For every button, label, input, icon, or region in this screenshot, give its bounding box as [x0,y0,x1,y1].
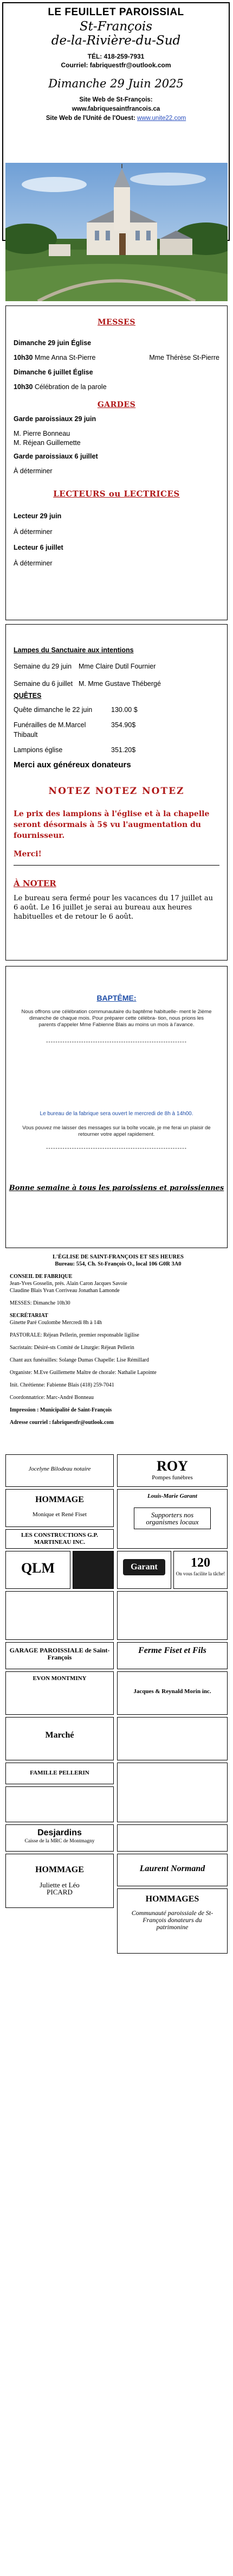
garde-date-1: Garde paroissiaux 29 juin [14,415,96,423]
lecteur-date-1: Lecteur 29 juin [14,512,62,520]
separator-dots-1: ------------------------------------------------------------ [46,1039,187,1045]
bulletin-dates: Dimanche 29 Juin 2025 [48,77,184,90]
lecteur-tbd-1: À déterminer [14,528,53,536]
ad-conseil [5,1786,114,1822]
bapteme-text: Nous offrons une célébration communautaire du baptême habituelle- ment le 2ième dimanche de chaque mois. Pour préparer cette célébra- tion, nous prions les parents d'appeler Mme Fabienne Blais au moins un mois à l'avance. [21,1009,212,1028]
site1-url[interactable]: www.fabriquesaintfrancois.ca [72,106,160,112]
info-heading-1: L'ÉGLISE DE SAINT-FRANÇOIS ET SES HEURES [53,1254,184,1260]
info-secretariat-title: SECRÉTARIAT [10,1313,48,1319]
ad-morin: Jacques & Reynald Morin inc. [117,1671,228,1715]
bapteme-box [5,966,228,1248]
masses-heading: MESSES [98,318,135,327]
ad-120: 120 On vous facilite la tâche! [173,1551,228,1589]
mass-time-1: 10h30 [14,354,33,361]
ad-famille-pellerin: FAMILLE PELLERIN [5,1763,114,1784]
site1-label: Site Web de St-François: [79,97,153,103]
garde-date-2: Garde paroissiaux 6 juillet [14,453,98,460]
quete-label-3: Lampions église [14,746,63,754]
garde-name-1: M. Pierre Bonneau [14,430,70,437]
site2-link[interactable]: www.unite22.com [137,115,186,122]
info-heading-2: Bureau: 554, Ch. St-François O., local 106 G0R 3A0 [55,1261,182,1267]
lecteurs-heading: LECTEURS ou LECTRICES [53,489,180,499]
merci-donateurs: Merci aux généreux donateurs [14,760,131,769]
info-organiste: Organiste: M.Eve Guillemette Maître de chorale: Nathalie Lapointe [10,1370,157,1376]
mass-row-1 [6,353,227,362]
ad-bonneau [117,1824,228,1852]
ad-services [117,1591,228,1640]
info-sacristain: Sacristain: Désiré-sts Comité de Liturgie: Réjean Pellerin [10,1345,134,1351]
ad-roy: ROY Pompes funèbres [117,1454,228,1487]
lampes-box [5,624,228,961]
church-info [10,1254,226,1426]
info-fabrique-line1: Jean-Yves Gosselin, prés. Alain Caron Jacques Savoie [10,1281,127,1287]
info-fabrique-line2: Claudine Blais Yvan Corriveau Jonathan Lamonde [10,1288,120,1294]
ad-qlm: QLM [5,1551,70,1589]
lampe-row-1 [6,662,227,671]
mass-intention-3: Célébration de la parole [34,383,107,391]
bureau-hours-notice: Le bureau de la fabrique sera ouvert le mercredi de 8h à 14h00. [40,1111,193,1117]
ad-evon: EVON MONTMINY [5,1671,114,1715]
info-fabrique-title: CONSEIL DE FABRIQUE [10,1274,73,1280]
mass-intention-1: Mme Anna St-Pierre [34,354,96,361]
quete-amount-2: 354.90$ [111,721,136,729]
lampe-row-2 [6,679,227,689]
masses-box [5,306,228,620]
ad-constructions: LES CONSTRUCTIONS G.P. MARTINEAU INC. [5,1529,114,1549]
a-noter-heading: À NOTER [14,879,56,888]
quete-label-2: Funérailles de M.Marcel Thibault [14,721,86,739]
ad-pneus [5,1591,114,1640]
bulletin-title: LE FEUILLET PAROISSIAL [48,7,184,18]
lecteur-tbd-2: À déterminer [14,559,53,567]
ad-hommages-communaute: HOMMAGES Communauté paroissiale de St-François donateurs du patrimonine [117,1888,228,1954]
lampes-heading: Lampes du Sanctuaire aux intentions [14,646,134,654]
site2-label: Site Web de l'Unité de l'Ouest: [46,115,135,122]
info-secretariat: Ginette Paré Coulombe Mercredi 8h à 14h [10,1320,102,1326]
gardes-heading: GARDES [97,400,136,409]
parish-name-line2: de-la-Rivière-du-Sud [51,34,181,48]
info-coordonnatrice: Coordonnatrice: Marc-André Bonneau [10,1395,94,1401]
ad-ferme-fiset: Ferme Fiset et Fils [117,1642,228,1669]
voicemail-notice: Vous pouvez me laisser des messages sur la boîte vocale, je me ferai un plaisir de retourner votre appel rapidement. [22,1125,211,1137]
vacances-notice: Le bureau sera fermé pour les vacances du 17 juillet au 6 août. Le 16 juillet je serai au bureau aux heures habituelles et de retour le 6 août. [14,894,213,921]
quete-label-1: Quête dimanche le 22 juin [14,706,93,714]
garde-name-2: M. Réjean Guillemette [14,439,81,447]
ad-lamonde [117,1717,228,1760]
lecteur-date-2: Lecteur 6 juillet [14,544,63,551]
bapteme-heading: BAPTÊME: [96,994,137,1002]
notez-heading: NOTEZ NOTEZ NOTEZ [48,786,185,797]
garde-tbd: À déterminer [14,467,53,475]
quete-row-3 [6,745,227,755]
lampe-intention-2: M. Mme Gustave Thébergé [79,680,161,688]
prix-lampions-notice: Le prix des lampions à l'église et à la chapelle seront désormais à 5$ vu l'augmentation du fournisseur. [14,810,210,840]
ad-laurent-normand: Laurent Normand [117,1854,228,1886]
quete-amount-3: 351.20$ [111,746,136,754]
mass-intention-2: Mme Thérèse St-Pierre [149,354,219,361]
quete-row-1 [6,705,227,715]
ad-dark-1 [73,1551,114,1589]
bonne-semaine: Bonne semaine à tous les paroissiens et paroissiennes [9,1184,224,1192]
ad-hommage-picard: HOMMAGE Juliette et Léo PICARD [5,1854,114,1908]
info-pastorale: PASTORALE: Réjean Pellerin, premier responsable ligilise [10,1332,139,1338]
info-chant: Chant aux funérailles: Solange Dumas Chapelle: Lise Rémillard [10,1357,149,1363]
quetes-heading: QUÊTES [14,692,42,699]
ad-desjardins: Desjardins Caisse de la MRC de Montmagny [5,1824,114,1852]
quete-amount-1: 130.00 $ [111,706,138,714]
info-courriel: Adresse courriel : fabriquestfr@outlook.com [10,1420,114,1426]
lampe-week-1: Semaine du 29 juin [14,663,72,670]
email-address: Courriel: fabriquestfr@outlook.com [61,61,171,69]
parish-name-line1: St-François [79,20,153,34]
ad-garant: Garant [117,1551,171,1589]
lampe-intention-1: Mme Claire Dutil Fournier [79,663,156,670]
separator-dots-2: ------------------------------------------------------------ [46,1146,187,1152]
ad-notaire: Jocelyne Bilodeau notaire [5,1454,114,1487]
quete-row-2 [6,720,227,740]
mass-date-1: Dimanche 29 juin Église [14,339,92,347]
church-photo [5,163,228,301]
mass-time-2: 10h30 [14,383,33,391]
ad-marche: Marché [5,1717,114,1760]
info-init-chretienne: Init. Chrétienne: Fabienne Blais (418) 259-7041 [10,1382,114,1388]
mass-date-2: Dimanche 6 juillet Église [14,368,93,376]
merci-note: Merci! [14,850,42,858]
ad-garage: GARAGE PAROISSIALE de Saint-François [5,1642,114,1669]
ad-hommage-fiset: HOMMAGE Monique et René Fiset [5,1489,114,1527]
info-impression: Impression : Municipalité de Saint-François [10,1407,112,1413]
ad-garant-louis: Louis-Marie Garant Supporters nos organismes locaux [117,1489,228,1549]
phone-number: TÉL: 418-259-7931 [87,53,145,60]
ad-monuments [117,1763,228,1822]
lampe-week-2: Semaine du 6 juillet [14,680,73,688]
info-messes: MESSES: Dimanche 10h30 [10,1300,70,1306]
